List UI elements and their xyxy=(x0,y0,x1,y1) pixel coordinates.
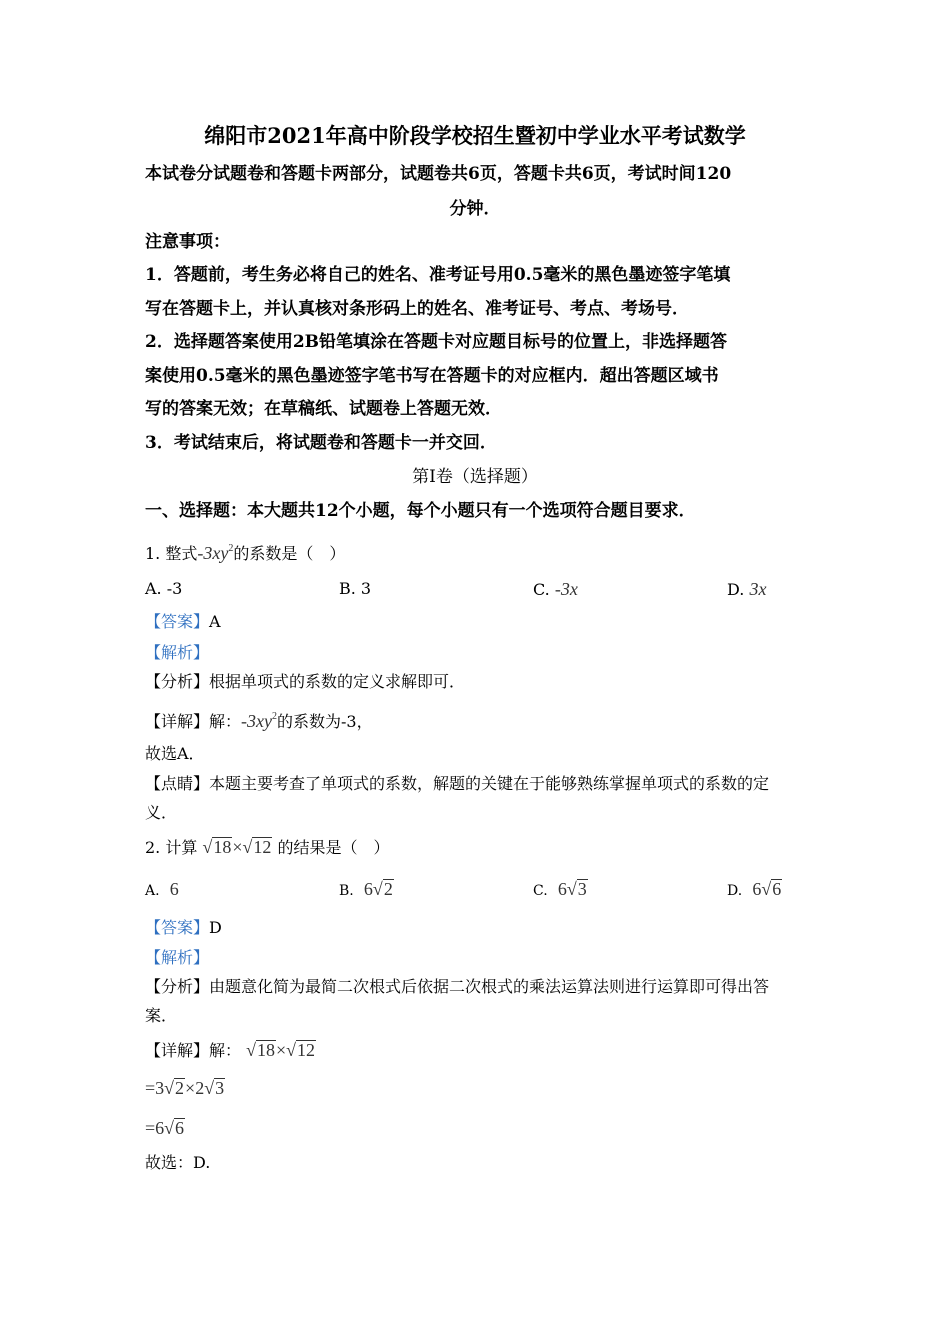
q2-stem xyxy=(145,837,390,858)
q2-option-b-label: B. xyxy=(339,883,354,899)
q2-step-1-sqrt-a: √2 xyxy=(164,1078,185,1098)
q1-option-d-expr: 3x xyxy=(749,579,767,599)
q1-option-c xyxy=(533,579,578,600)
part-title: 第Ⅰ卷（选择题） xyxy=(412,467,538,487)
q1-xiangjie xyxy=(145,707,373,732)
section-heading: 一、选择题：本大题共12个小题，每个小题只有一个选项符合题目要求． xyxy=(145,501,696,521)
notice-heading: 注意事项： xyxy=(145,232,230,252)
q1-xiangjie-post: 的系数为-3， xyxy=(277,712,373,731)
q1-stem-sup: 2 xyxy=(228,543,234,554)
q2-sqrt-12: √12 xyxy=(242,837,272,857)
q2-option-d-label: D. xyxy=(727,883,743,899)
q2-step-1-pre: =3 xyxy=(145,1078,165,1098)
q2-step-1 xyxy=(145,1078,225,1099)
q1-xiangjie-sup: 2 xyxy=(272,711,277,722)
q2-step-2 xyxy=(145,1118,185,1139)
q1-option-a: A. -3 xyxy=(145,579,183,598)
q2-option-c-coef: 6 xyxy=(557,879,567,899)
q2-answer xyxy=(145,918,222,938)
q2-stem-post: 的结果是（ ） xyxy=(277,838,390,857)
intro-line-1: 本试卷分试题卷和答题卡两部分，试题卷共6页，答题卡共6页，考试时间120 xyxy=(145,164,732,184)
q1-option-c-label: C. xyxy=(533,580,550,599)
q2-option-d-sqrt: √6 xyxy=(761,879,782,899)
q2-times-sign: × xyxy=(232,837,243,857)
q1-analysis-tag: 【解析】 xyxy=(145,643,210,662)
q2-option-a-label: A. xyxy=(145,883,160,899)
q2-option-c xyxy=(533,879,588,901)
notice-1-line-2: 写在答题卡上，并认真核对条形码上的姓名、准考证号、考点、考场号． xyxy=(145,299,689,319)
q1-stem-expr: -3xy xyxy=(197,543,229,563)
q2-option-d-coef: 6 xyxy=(752,879,762,899)
q2-option-c-sqrt: √3 xyxy=(566,879,587,899)
q2-fenxi-line-1: 【分析】由题意化简为最简二次根式后依据二次根式的乘法运算法则进行运算即可得出答 xyxy=(145,977,770,996)
q2-conclusion: 故选：D. xyxy=(145,1153,211,1172)
intro-line-2: 分钟． xyxy=(449,199,501,219)
q2-xiangjie-times: × xyxy=(276,1040,287,1060)
q2-answer-value: D xyxy=(209,918,222,937)
q1-option-d xyxy=(727,579,766,600)
exam-title: 绵阳市2021年高中阶段学校招生暨初中学业水平考试数学 xyxy=(204,123,746,148)
q1-stem-post: 的系数是（ ） xyxy=(233,544,346,563)
q1-xiangjie-expr: -3xy xyxy=(241,711,272,731)
q1-option-b: B. 3 xyxy=(339,579,372,598)
q2-stem-pre: 2. 计算 xyxy=(145,838,198,857)
notice-2-line-1: 2．选择题答案使用2B铅笔填涂在答题卡对应题目标号的位置上，非选择题答 xyxy=(145,332,728,352)
q2-option-b-sqrt: √2 xyxy=(372,879,393,899)
q2-step-1-sqrt-b: √3 xyxy=(204,1078,225,1098)
q2-step-1-mid: ×2 xyxy=(185,1078,205,1098)
notice-2-line-3: 写的答案无效；在草稿纸、试题卷上答题无效． xyxy=(145,399,502,419)
q2-answer-tag: 【答案】 xyxy=(145,918,210,937)
q2-step-2-pre: =6 xyxy=(145,1118,165,1138)
q1-xiangjie-pre: 【详解】解： xyxy=(145,712,242,731)
q2-xiangjie-sqrt-12: √12 xyxy=(286,1040,316,1060)
q1-answer xyxy=(145,612,221,632)
q2-xiangjie-sqrt-18: √18 xyxy=(246,1040,275,1060)
q1-answer-tag: 【答案】 xyxy=(145,612,210,631)
q2-option-a xyxy=(145,879,179,901)
q2-xiangjie xyxy=(145,1040,316,1061)
q1-stem-pre: 1. 整式 xyxy=(145,544,198,563)
q2-xiangjie-pre: 【详解】解： xyxy=(145,1041,242,1060)
notice-2-line-2: 案使用0.5毫米的黑色墨迹签字笔书写在答题卡的对应框内．超出答题区域书 xyxy=(145,366,719,386)
q2-step-2-sqrt: √6 xyxy=(164,1118,185,1138)
q1-dianjing-line-1: 【点睛】本题主要考查了单项式的系数，解题的关键在于能够熟练掌握单项式的系数的定 xyxy=(145,774,770,793)
q2-option-c-label: C. xyxy=(533,883,548,899)
q1-stem xyxy=(145,539,345,564)
q1-option-d-label: D. xyxy=(727,580,745,599)
q2-analysis-tag: 【解析】 xyxy=(145,948,210,967)
q2-fenxi-line-2: 案． xyxy=(145,1006,178,1025)
q1-answer-value: A xyxy=(209,612,221,631)
q2-option-d xyxy=(727,879,782,901)
q2-option-a-value: 6 xyxy=(169,879,179,899)
q1-option-c-expr: -3x xyxy=(554,579,578,599)
q2-option-b-coef: 6 xyxy=(363,879,373,899)
notice-1-line-1: 1．答题前，考生务必将自己的姓名、准考证号用0.5毫米的黑色墨迹签字笔填 xyxy=(145,265,731,285)
q1-conclusion: 故选A． xyxy=(145,744,205,763)
q2-option-b xyxy=(339,879,394,901)
q2-sqrt-18: √18 xyxy=(202,837,232,857)
q1-fenxi: 【分析】根据单项式的系数的定义求解即可． xyxy=(145,672,466,691)
q1-dianjing-line-2: 义． xyxy=(145,803,178,822)
notice-3: 3．考试结束后，将试题卷和答题卡一并交回． xyxy=(145,433,497,453)
